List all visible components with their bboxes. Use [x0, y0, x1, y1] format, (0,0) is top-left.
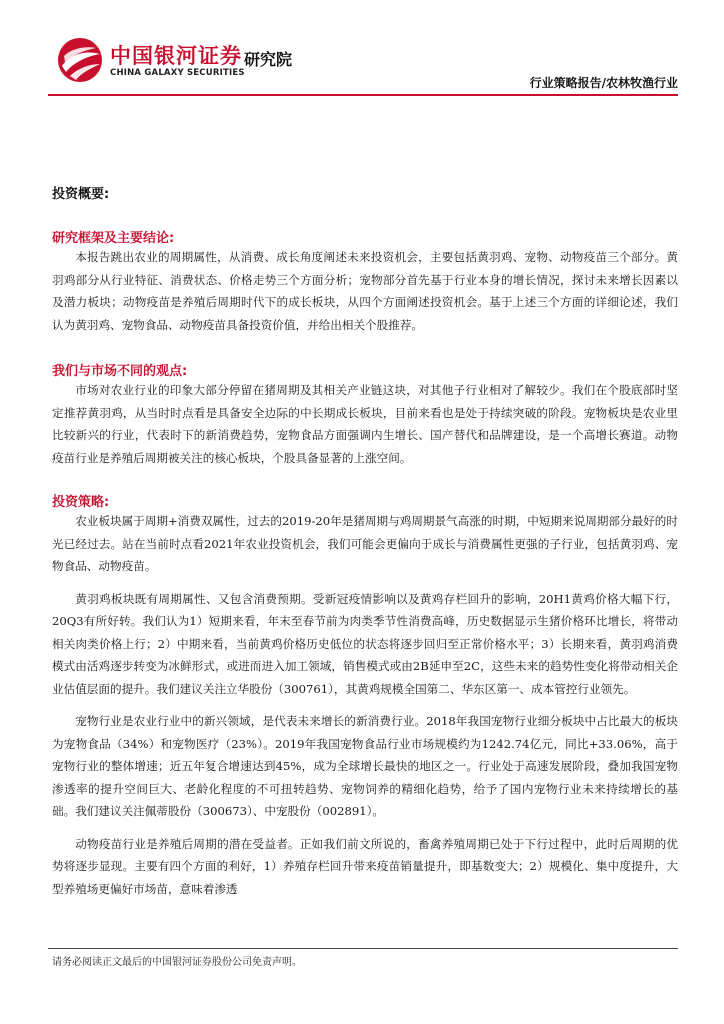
- company-logo: [48, 30, 318, 90]
- paragraph: 本报告跳出农业的周期属性，从消费、成长角度阐述未来投资机会，主要包括黄羽鸡、宠物、动物疫苗三个部分。黄羽鸡部分从行业特征、消费状态、价格走势三个方面分析；宠物部分首先基于行业本身的增长情况，探讨未来增长因素以及潜力板块；动物疫苗是养殖后周期时代下的成长板块，从四个方面阐述投资机会。基于上述三个方面的详细论述，我们认为黄羽鸡、宠物食品、动物疫苗具备投资价值，并给出相关个股推荐。: [52, 250, 678, 332]
- section-title-framework: 研究框架及主要结论:: [52, 231, 175, 246]
- page-header: [48, 30, 678, 96]
- footer-disclaimer: 请务必阅读正文最后的中国银河证券股份公司免责声明。: [52, 957, 302, 968]
- report-type-label: 行业策略报告/农林牧渔行业: [529, 76, 678, 90]
- logo-chinese-name: 中国银河证券: [110, 44, 242, 68]
- section-title-investment-strategy: 投资策略:: [52, 495, 110, 510]
- galaxy-logo-icon: [56, 36, 104, 84]
- footer-divider: [48, 948, 678, 949]
- logo-english-name: CHINA GALAXY SECURITIES: [110, 68, 245, 78]
- logo-institute-label: 研究院: [244, 50, 293, 69]
- paragraph: 宠物行业是农业行业中的新兴领域，是代表未来增长的新消费行业。2018年我国宠物行业细分板块中占比最大的板块为宠物食品（34%）和宠物医疗（23%）。2019年我国宠物食品行业市场规模约为1242.74亿元，同比+33.06%，高于宠物行业的整体增速；近五年复合增速达到45%，成为全球增长最快的地区之一。行业处于高速发展阶段，叠加我国宠物渗透率的提升空间巨大、老龄化程度的不可扭转趋势、宠物饲养的精细化趋势，给予了国内宠物行业未来持续增长的基础。我们建议关注佩蒂股份（300673）、中宠股份（002891）。: [52, 714, 678, 818]
- header-divider: [48, 94, 678, 96]
- section-title-differing-views: 我们与市场不同的观点:: [52, 364, 188, 379]
- paragraph: 黄羽鸡板块既有周期属性、又包含消费预期。受新冠疫情影响以及黄鸡存栏回升的影响，20H1黄鸡价格大幅下行，20Q3有所好转。我们认为1）短期来看，年末至春节前为肉类季节性消费高峰，历史数据显示生猪价格环比增长，将带动相关肉类价格上行；2）中期来看，当前黄鸡价格历史低位的状态将逐步回归至正常价格水平；3）长期来看，黄羽鸡消费模式由活鸡逐步转变为冰鲜形式，或进而进入加工领域，销售模式或由2B延申至2C，这些未来的趋势性变化将带动相关企业估值层面的提升。我们建议关注立华股份（300761），其黄鸡规模全国第二、华东区第一、成本管控行业领先。: [52, 591, 678, 696]
- page-title: 投资概要:: [52, 187, 110, 202]
- paragraph: 农业板块属于周期+消费双属性，过去的2019-20年是猪周期与鸡周期景气高涨的时期，中短期来说周期部分最好的时光已经过去。站在当前时点看2021年农业投资机会，我们可能会更偏向于成长与消费属性更强的子行业，包括黄羽鸡、宠物食品、动物疫苗。: [52, 514, 678, 573]
- paragraph: 市场对农业行业的印象大部分停留在猪周期及其相关产业链这块，对其他子行业相对了解较少。我们在个股底部时坚定推荐黄羽鸡，从当时时点看是具备安全边际的中长期成长板块，目前来看也是处于持续突破的阶段。宠物板块是农业里比较新兴的行业，代表时下的新消费趋势，宠物食品方面强调内生增长、国产替代和品牌建设，是一个高增长赛道。动物疫苗行业是养殖后周期被关注的核心板块，个股具备显著的上涨空间。: [52, 383, 678, 465]
- paragraph: 动物疫苗行业是养殖后周期的潜在受益者。正如我们前文所说的，畜禽养殖周期已处于下行过程中，此时后周期的优势将逐步显现。主要有四个方面的利好，1）养殖存栏回升带来疫苗销量提升，即基数变大；2）规模化、集中度提升，大型养殖场更偏好市场苗，意味着渗透: [52, 836, 678, 896]
- document-body: [52, 183, 678, 900]
